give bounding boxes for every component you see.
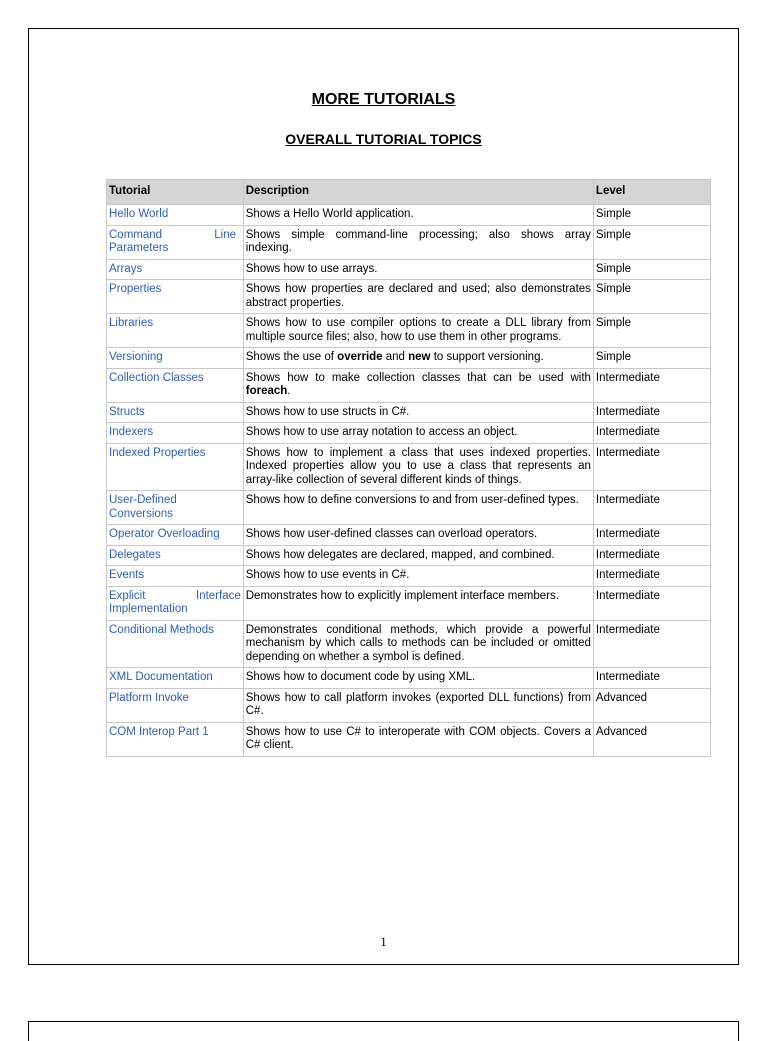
tutorial-link-delegates[interactable]: Delegates — [109, 548, 161, 561]
tutorial-link-arrays[interactable]: Arrays — [109, 262, 143, 275]
level-cell: Intermediate — [593, 566, 710, 587]
tutorial-link-operator-overloading[interactable]: Operator Overloading — [109, 528, 220, 540]
tutorial-cell — [107, 259, 244, 280]
tutorial-link-collection-classes[interactable]: Collection Classes — [109, 371, 204, 384]
tutorial-link-platform-invoke[interactable]: Platform Invoke — [109, 691, 189, 704]
column-header-level: Level — [593, 180, 710, 205]
keyword-foreach: foreach — [245, 385, 288, 397]
description-cell — [243, 348, 593, 369]
tutorial-cell — [107, 586, 244, 620]
description-cell: Shows a Hello World application. — [243, 205, 593, 226]
tutorial-link-versioning[interactable]: Versioning — [109, 351, 163, 363]
table-row — [107, 205, 711, 226]
description-cell: Demonstrates conditional methods, which provide a powerful mechanism by which calls to methods can be included or omitted depending on whether a symbol is defined. — [243, 620, 593, 668]
tutorial-cell — [107, 280, 244, 314]
level-cell: Intermediate — [593, 423, 710, 444]
keyword-new: new — [408, 351, 431, 363]
tutorial-cell — [107, 668, 244, 689]
tutorial-cell — [107, 566, 244, 587]
level-cell: Intermediate — [593, 491, 710, 525]
level-cell: Intermediate — [593, 620, 710, 668]
tutorial-link-libraries[interactable]: Libraries — [109, 317, 154, 329]
tutorial-cell — [107, 491, 244, 525]
table-row — [107, 259, 711, 280]
level-cell: Simple — [593, 259, 710, 280]
table-row — [107, 402, 711, 423]
level-cell: Advanced — [593, 688, 710, 722]
description-cell: Shows how to use C# to interoperate with COM objects. Covers a C# client. — [243, 722, 593, 756]
table-row — [107, 620, 711, 668]
tutorial-cell — [107, 525, 244, 546]
tutorial-cell — [107, 620, 244, 668]
description-cell: Shows how to document code by using XML. — [243, 668, 593, 689]
keyword-override: override — [337, 351, 383, 363]
tutorial-link-indexers[interactable]: Indexers — [109, 426, 154, 438]
page-number: 1 — [380, 934, 387, 949]
description-text: Shows how to make collection classes that can be used with — [245, 371, 591, 384]
description-cell: Shows how to implement a class that uses indexed properties. Indexed properties allow you to use a class that represents an array-like collection of several different kinds of things. — [243, 443, 593, 491]
tutorial-cell — [107, 205, 244, 226]
tutorial-topics-table — [106, 179, 711, 757]
table-row — [107, 525, 711, 546]
tutorial-link-structs[interactable]: Structs — [109, 405, 145, 418]
page-subtitle: OVERALL TUTORIAL TOPICS — [285, 131, 482, 147]
table-row — [107, 423, 711, 444]
level-cell: Simple — [593, 280, 710, 314]
tutorial-link-command-line-parameters[interactable]: Command Line Parameters — [109, 228, 236, 254]
tutorial-cell — [107, 443, 244, 491]
tutorial-link-user-defined-conversions[interactable]: User-Defined Conversions — [109, 494, 177, 520]
table-row — [107, 280, 711, 314]
level-cell: Intermediate — [593, 443, 710, 491]
table-row — [107, 722, 711, 756]
tutorial-link-explicit-interface-implementation[interactable]: Explicit Interface Implementation — [109, 589, 241, 615]
description-cell: Shows simple command-line processing; also shows array indexing. — [243, 225, 593, 259]
description-cell: Shows how user-defined classes can overload operators. — [243, 525, 593, 546]
table-row — [107, 225, 711, 259]
description-text: Shows the use of — [245, 351, 338, 363]
table-row — [107, 368, 711, 402]
tutorial-link-conditional-methods[interactable]: Conditional Methods — [109, 623, 214, 636]
tutorial-link-com-interop-part-1[interactable]: COM Interop Part 1 — [109, 725, 209, 738]
level-cell: Simple — [593, 205, 710, 226]
tutorial-cell — [107, 423, 244, 444]
table-row — [107, 586, 711, 620]
table-row — [107, 688, 711, 722]
level-cell: Intermediate — [593, 402, 710, 423]
level-cell: Intermediate — [593, 668, 710, 689]
tutorial-link-events[interactable]: Events — [109, 569, 145, 581]
table-row — [107, 443, 711, 491]
description-cell: Shows how to call platform invokes (exported DLL functions) from C#. — [243, 688, 593, 722]
tutorial-link-hello-world[interactable]: Hello World — [109, 208, 169, 220]
table-row — [107, 566, 711, 587]
description-cell: Shows how to use structs in C#. — [243, 402, 593, 423]
description-text: to support versioning. — [430, 351, 544, 363]
tutorial-cell — [107, 722, 244, 756]
tutorial-cell — [107, 225, 244, 259]
table-row — [107, 668, 711, 689]
tutorial-cell — [107, 314, 244, 348]
tutorial-link-xml-documentation[interactable]: XML Documentation — [109, 671, 213, 683]
description-cell: Shows how to use array notation to access an object. — [243, 423, 593, 444]
description-cell: Shows how properties are declared and used; also demonstrates abstract properties. — [243, 280, 593, 314]
description-text: and — [382, 351, 409, 363]
description-cell: Shows how to use arrays. — [243, 259, 593, 280]
level-cell: Simple — [593, 348, 710, 369]
table-row — [107, 491, 711, 525]
column-header-description: Description — [243, 180, 593, 205]
tutorial-cell — [107, 545, 244, 566]
level-cell: Intermediate — [593, 545, 710, 566]
tutorial-cell — [107, 348, 244, 369]
description-cell: Demonstrates how to explicitly implement interface members. — [243, 586, 593, 620]
description-cell: Shows how to use compiler options to create a DLL library from multiple source files; also, how to use them in other programs. — [243, 314, 593, 348]
description-cell — [243, 368, 593, 402]
tutorial-link-properties[interactable]: Properties — [109, 283, 162, 295]
column-header-tutorial: Tutorial — [107, 180, 244, 205]
tutorial-link-indexed-properties[interactable]: Indexed Properties — [109, 446, 206, 459]
level-cell: Simple — [593, 225, 710, 259]
level-cell: Advanced — [593, 722, 710, 756]
table-row — [107, 348, 711, 369]
level-cell: Simple — [593, 314, 710, 348]
description-cell: Shows how to use events in C#. — [243, 566, 593, 587]
table-row — [107, 314, 711, 348]
level-cell: Intermediate — [593, 525, 710, 546]
page-title: MORE TUTORIALS — [311, 91, 456, 108]
description-text: . — [287, 385, 291, 397]
next-page-edge — [28, 1021, 739, 1041]
table-header-row — [107, 180, 711, 205]
document-page — [28, 28, 739, 965]
tutorial-cell — [107, 368, 244, 402]
tutorial-cell — [107, 402, 244, 423]
table-row — [107, 545, 711, 566]
level-cell: Intermediate — [593, 586, 710, 620]
level-cell: Intermediate — [593, 368, 710, 402]
description-cell: Shows how to define conversions to and from user-defined types. — [243, 491, 593, 525]
tutorial-cell — [107, 688, 244, 722]
description-cell: Shows how delegates are declared, mapped, and combined. — [243, 545, 593, 566]
